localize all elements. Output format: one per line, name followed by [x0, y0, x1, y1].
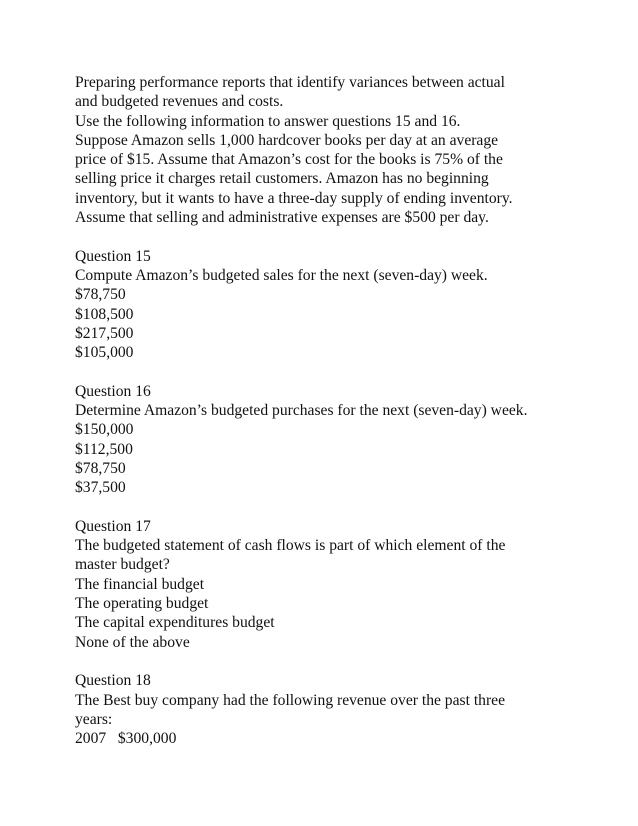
intro-line: Suppose Amazon sells 1,000 hardcover books per day at an average [75, 131, 499, 149]
answer-option: $105,000 [75, 344, 134, 362]
answer-option: None of the above [75, 633, 190, 651]
answer-option: $150,000 [75, 421, 134, 439]
intro-line: inventory, but it wants to have a three-day supply of ending inventory. [75, 189, 513, 207]
intro-line: and budgeted revenues and costs. [75, 93, 284, 111]
spacer [75, 227, 575, 246]
intro-paragraph [75, 73, 575, 227]
question-title: Question 18 [75, 672, 151, 690]
answer-option: $217,500 [75, 324, 134, 342]
question-prompt: Compute Amazon’s budgeted sales for the next (seven-day) week. [75, 266, 488, 284]
question-15 [75, 247, 575, 363]
answer-option: $78,750 [75, 286, 126, 304]
answer-option: $112,500 [75, 440, 133, 458]
revenue-row: 2007 $300,000 [75, 730, 177, 748]
question-prompt: years: [75, 710, 113, 728]
question-prompt: The Best buy company had the following revenue over the past three [75, 691, 505, 709]
question-title: Question 15 [75, 247, 151, 265]
question-prompt: Determine Amazon’s budgeted purchases for the next (seven-day) week. [75, 402, 528, 420]
answer-option: The capital expenditures budget [75, 614, 275, 632]
intro-line: selling price it charges retail customers. Amazon has no beginning [75, 170, 489, 188]
answer-option: $108,500 [75, 305, 134, 323]
question-prompt: The budgeted statement of cash flows is part of which element of the [75, 537, 506, 555]
question-16 [75, 382, 575, 498]
spacer [75, 498, 575, 517]
document-page [75, 73, 575, 748]
intro-line: Assume that selling and administrative expenses are $500 per day. [75, 209, 489, 227]
spacer [75, 652, 575, 671]
answer-option: The operating budget [75, 595, 209, 613]
intro-line: Preparing performance reports that identify variances between actual [75, 74, 505, 91]
question-17 [75, 517, 575, 652]
question-18 [75, 671, 575, 748]
answer-option: $78,750 [75, 459, 126, 477]
spacer [75, 362, 575, 381]
intro-line: Use the following information to answer questions 15 and 16. [75, 112, 461, 130]
intro-line: price of $15. Assume that Amazon’s cost for the books is 75% of the [75, 151, 503, 169]
question-title: Question 16 [75, 382, 151, 400]
question-title: Question 17 [75, 517, 151, 535]
answer-option: The financial budget [75, 575, 205, 593]
answer-option: $37,500 [75, 479, 126, 497]
question-prompt: master budget? [75, 556, 170, 574]
